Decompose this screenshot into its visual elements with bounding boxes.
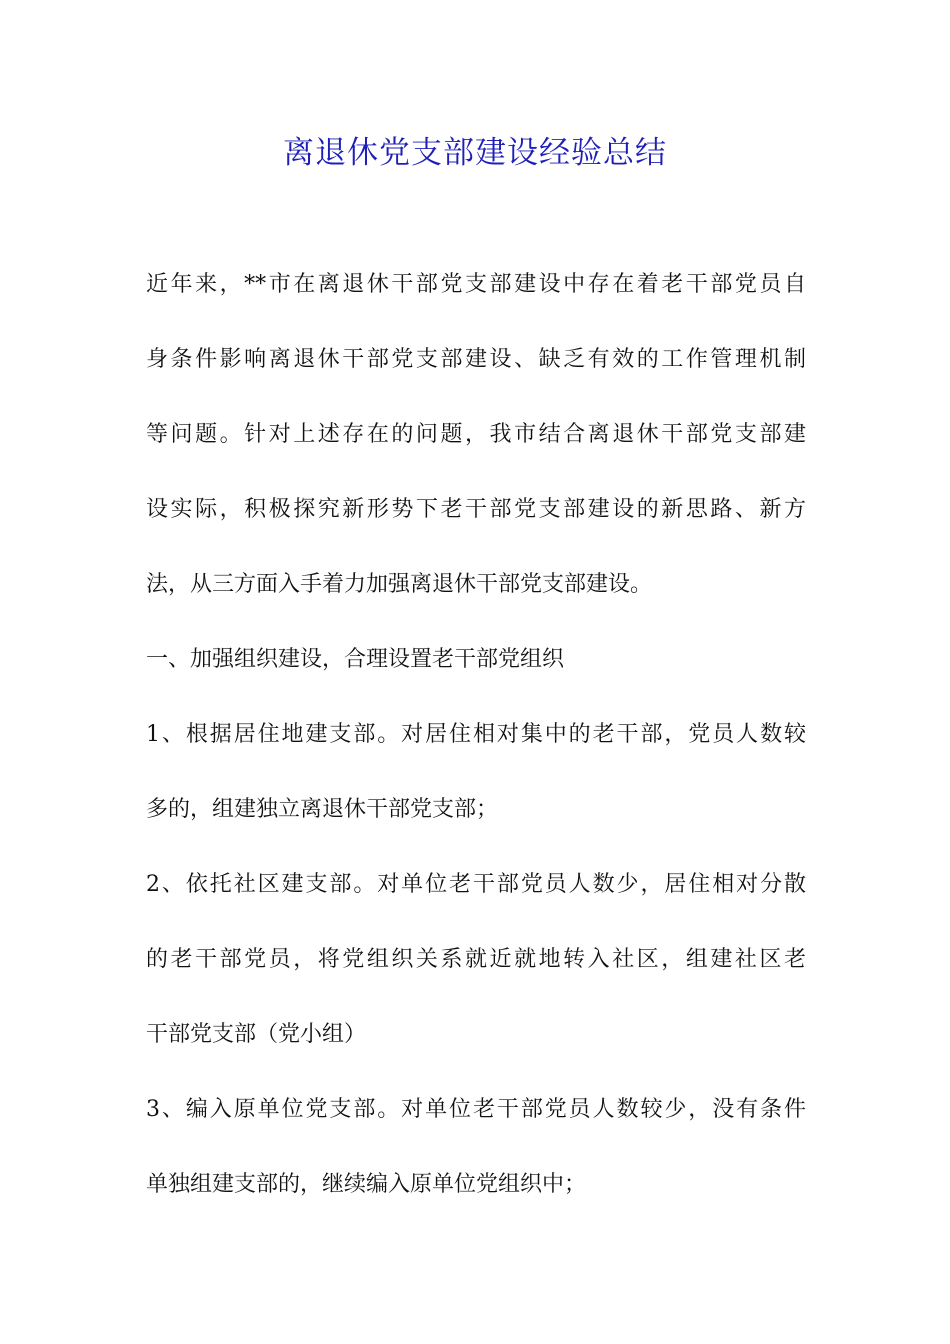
body-line: 2、依托社区建支部。对单位老干部党员人数少，居住相对分散: [146, 872, 806, 897]
body-line: 多的，组建独立离退休干部党支部；: [146, 797, 499, 822]
body-line: 的老干部党员，将党组织关系就近就地转入社区，组建社区老: [146, 947, 806, 972]
body-line: 等问题。针对上述存在的问题，我市结合离退休干部党支部建: [146, 422, 806, 447]
body-line: 干部党支部（党小组）: [146, 1022, 367, 1047]
body-line: 身条件影响离退休干部党支部建设、缺乏有效的工作管理机制: [146, 347, 806, 372]
body-line: 设实际，积极探究新形势下老干部党支部建设的新思路、新方: [146, 497, 806, 522]
body-line: 法，从三方面入手着力加强离退休干部党支部建设。: [146, 572, 653, 597]
section-heading: 一、加强组织建设，合理设置老干部党组织: [146, 647, 565, 672]
body-line: 单独组建支部的，继续编入原单位党组织中；: [146, 1172, 587, 1197]
document-title: 离退休党支部建设经验总结: [283, 135, 667, 171]
body-line: 近年来，**市在离退休干部党支部建设中存在着老干部党员自: [146, 272, 806, 297]
body-line: 3、编入原单位党支部。对单位老干部党员人数较少，没有条件: [146, 1097, 806, 1122]
body-line: 1、根据居住地建支部。对居住相对集中的老干部，党员人数较: [146, 722, 806, 747]
